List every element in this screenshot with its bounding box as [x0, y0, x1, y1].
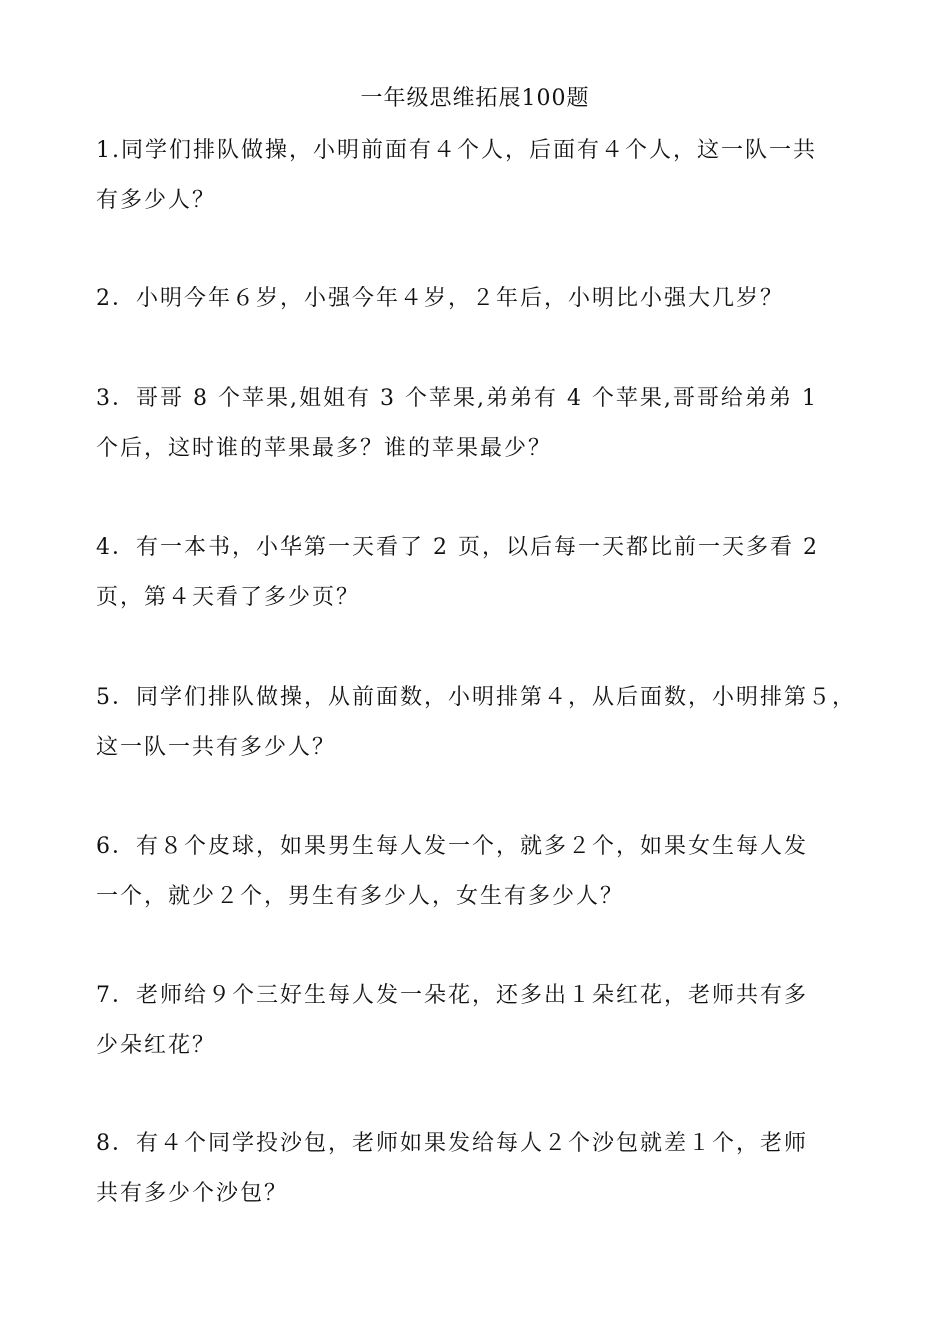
question-line: 共有多少个沙包？: [96, 1181, 289, 1206]
question-7: [96, 971, 856, 1071]
question-6: [96, 822, 856, 922]
question-line: 页，第４天看了多少页？: [96, 585, 361, 610]
page-title: 一年级思维拓展100题: [360, 86, 590, 111]
question-line: 6．有８个皮球，如果男生每人发一个，就多２个，如果女生每人发: [96, 834, 808, 859]
question-line: 3．哥哥 8 个苹果,姐姐有 3 个苹果,弟弟有 4 个苹果,哥哥给弟弟 1: [96, 386, 818, 411]
question-line: 1.同学们排队做操，小明前面有４个人，后面有４个人，这一队一共: [96, 138, 817, 163]
question-5: [96, 673, 856, 773]
question-2: [96, 274, 856, 324]
question-4: [96, 523, 856, 623]
question-line: 8．有４个同学投沙包，老师如果发给每人２个沙包就差１个，老师: [96, 1131, 808, 1156]
question-line: 少朵红花？: [96, 1033, 217, 1058]
question-3: [96, 374, 856, 474]
question-line: 有多少人？: [96, 188, 217, 213]
question-line: 这一队一共有多少人？: [96, 735, 337, 760]
question-1: [96, 126, 856, 226]
question-line: 7．老师给９个三好生每人发一朵花，还多出１朵红花，老师共有多: [96, 983, 808, 1008]
question-line: 5．同学们排队做操，从前面数，小明排第４，从后面数，小明排第５，: [96, 685, 856, 710]
question-line: 2．小明今年６岁，小强今年４岁，２年后，小明比小强大几岁？: [96, 286, 784, 311]
question-line: 一个，就少２个，男生有多少人，女生有多少人？: [96, 884, 625, 909]
question-8: [96, 1119, 856, 1219]
question-line: 4．有一本书，小华第一天看了 2 页，以后每一天都比前一天多看 2: [96, 535, 819, 560]
question-line: 个后，这时谁的苹果最多？谁的苹果最少？: [96, 436, 553, 461]
